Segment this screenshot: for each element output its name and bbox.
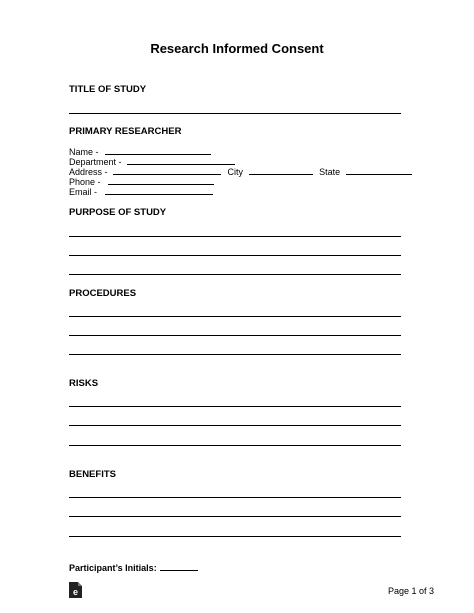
eforms-logo-icon — [69, 582, 82, 598]
purpose-line[interactable] — [69, 236, 401, 237]
svg-text:e: e — [72, 587, 79, 597]
state-field[interactable] — [346, 166, 412, 175]
email-label: Email - — [69, 187, 98, 197]
procedures-heading: PROCEDURES — [69, 288, 137, 299]
benefits-line[interactable] — [69, 497, 401, 498]
benefits-line[interactable] — [69, 536, 401, 537]
name-field[interactable] — [105, 146, 211, 155]
participant-initials-field[interactable] — [160, 562, 198, 571]
city-label: City — [227, 167, 244, 177]
purpose-line[interactable] — [69, 274, 401, 275]
procedures-line[interactable] — [69, 354, 401, 355]
procedures-line[interactable] — [69, 316, 401, 317]
risks-line[interactable] — [69, 445, 401, 446]
state-label: State — [319, 167, 341, 177]
purpose-line[interactable] — [69, 255, 401, 256]
risks-heading: RISKS — [69, 378, 99, 389]
address-label: Address - — [69, 167, 108, 177]
benefits-heading: BENEFITS — [69, 469, 116, 480]
title-of-study-heading: TITLE OF STUDY — [69, 84, 147, 95]
risks-line[interactable] — [69, 406, 401, 407]
primary-researcher-heading: PRIMARY RESEARCHER — [69, 126, 182, 137]
procedures-line[interactable] — [69, 335, 401, 336]
address-field[interactable] — [113, 166, 221, 175]
participant-initials-row — [69, 562, 198, 574]
email-field-row — [69, 186, 213, 197]
page-number: Page 1 of 3 — [387, 586, 434, 596]
city-field[interactable] — [249, 166, 313, 175]
email-field[interactable] — [105, 186, 213, 195]
risks-line[interactable] — [69, 425, 401, 426]
participant-initials-label: Participant’s Initials: — [69, 563, 157, 573]
name-label: Name - — [69, 147, 99, 157]
benefits-line[interactable] — [69, 516, 401, 517]
purpose-of-study-heading: PURPOSE OF STUDY — [69, 207, 167, 218]
title-of-study-line[interactable] — [69, 113, 401, 114]
phone-label: Phone - — [69, 177, 101, 187]
phone-field[interactable] — [108, 176, 214, 185]
department-label: Department - — [69, 157, 122, 167]
document-title: Research Informed Consent — [150, 41, 324, 56]
department-field[interactable] — [127, 156, 235, 165]
